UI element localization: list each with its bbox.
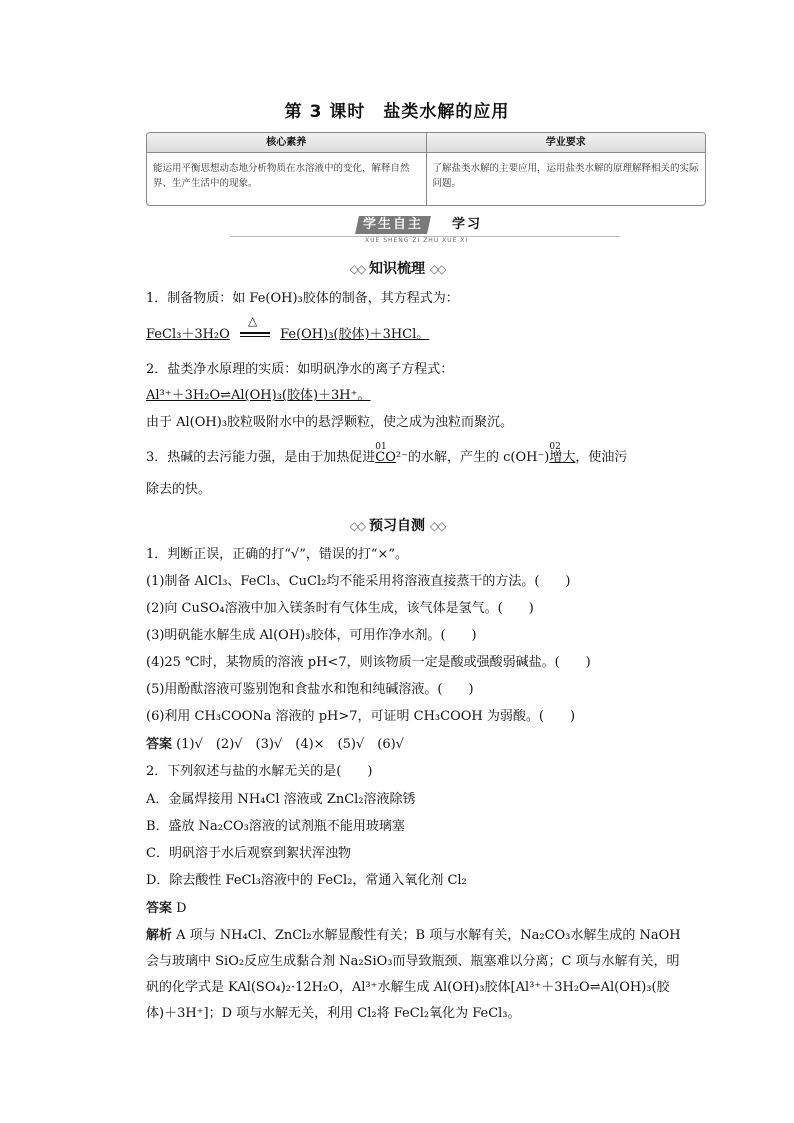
academic-requirements-column [426, 133, 706, 205]
section-heading-preview [0, 515, 794, 535]
section-heading-knowledge [0, 258, 794, 278]
right-diamond-ornament: ◇◇ [429, 262, 445, 276]
requirements-table [146, 132, 706, 206]
blank-1: 01 CO [375, 442, 396, 465]
question-2-option: C．明矾溶于水后观察到絮状浑浊物 [146, 846, 351, 861]
answer-text: (1)√ (2)√ (3)√ (4)× (5)√ (6)√ [176, 737, 404, 752]
question-1-item: (6)利用 CH₃COONa 溶液的 pH>7，可证明 CH₃COOH 为弱酸。( ) [146, 709, 576, 724]
equation-1-left: FeCl₃＋3H₂O [146, 327, 230, 342]
banner-pinyin: XUE SHENG ZI ZHU XUE XI [365, 237, 469, 244]
academic-requirements-text: 了解盐类水解的主要应用，运用盐类水解的原理解释相关的实际问题。 [432, 163, 699, 189]
explanation [146, 923, 681, 1027]
explanation-text: A 项与 NH₄Cl、ZnCl₂水解显酸性有关；B 项与水解有关，Na₂CO₃水解生成的 NaOH 会与玻璃中 SiO₂反应生成黏合剂 Na₂SiO₃而导致瓶颈、瓶塞难以分离；C 项与水解有关，明矾的化学式是 KAl(SO₄)₂·12H₂O，Al³⁺水解生成 Al(OH)₃胶体[Al³⁺＋3H₂O⇌Al(OH)₃(胶体)＋3H⁺]；D 项与水解无关，利用 Cl₂将 FeCl₂氧化为 FeCl₃。 [146, 928, 681, 1021]
question-2-option: D．除去酸性 FeCl₃溶液中的 FeCl₂，常通入氧化剂 Cl₂ [146, 873, 467, 888]
explanation-label: 解析 [146, 928, 173, 943]
left-diamond-ornament: ◇◇ [349, 262, 365, 276]
equation-1 [146, 314, 430, 344]
banner-box-text: 学生自主 [363, 217, 424, 232]
right-diamond-ornament: ◇◇ [429, 519, 445, 533]
question-2-option: B．盛放 Na₂CO₃溶液的试剂瓶不能用玻璃塞 [146, 819, 405, 834]
academic-requirements-header: 学业要求 [427, 133, 706, 153]
question-1-item: (1)制备 AlCl₃、FeCl₃、CuCl₂均不能采用将溶液直接蒸干的方法。( ) [146, 574, 571, 589]
question-1-item: (3)明矾能水解生成 Al(OH)₃胶体，可用作净水剂。( ) [146, 628, 477, 643]
paragraph-1: 1．制备物质：如 Fe(OH)₃胶体的制备，其方程式为： [146, 291, 459, 306]
page-title: 第 3 课时 盐类水解的应用 [284, 102, 510, 122]
question-1-item: (4)25 ℃时，某物质的溶液 pH<7，则该物质一定是酸或强酸弱碱盐。( ) [146, 655, 591, 670]
equation-2: Al³⁺＋3H₂O⇌Al(OH)₃(胶体)＋3H⁺。 [146, 388, 371, 403]
left-diamond-ornament: ◇◇ [349, 519, 365, 533]
banner-box [355, 216, 431, 234]
blank-2: 02 增大 [549, 442, 576, 465]
paragraph-2: 2．盐类净水原理的实质：如明矾净水的离子方程式： [146, 362, 454, 377]
equation-1-right: Fe(OH)₃(胶体)＋3HCl。 [280, 327, 430, 342]
question-1-item: (2)向 CuSO₄溶液中加入镁条时有气体生成，该气体是氢气。( ) [146, 601, 534, 616]
heating-equal-sign [238, 314, 272, 344]
answer-1 [146, 736, 404, 754]
core-literacy-text: 能运用平衡思想动态地分析物质在水溶液中的变化，解释自然界、生产生活中的现象。 [153, 163, 410, 189]
banner-tail: 学习 [452, 217, 483, 232]
answer-text: D [176, 901, 187, 916]
self-study-banner [230, 216, 620, 244]
paragraph-2b: 由于 Al(OH)₃胶粒吸附水中的悬浮颗粒，使之成为浊粒而聚沉。 [146, 415, 514, 430]
question-2-title: 2．下列叙述与盐的水解无关的是( ) [146, 764, 373, 779]
question-2-option: A．金属焊接用 NH₄Cl 溶液或 ZnCl₂溶液除锈 [146, 792, 416, 807]
section-title: 知识梳理 [369, 261, 425, 277]
answer-2 [146, 900, 187, 918]
question-1-title: 1．判断正误，正确的打“√”，错误的打“×”。 [146, 547, 409, 562]
question-1-item: (5)用酚酞溶液可鉴别饱和食盐水和饱和纯碱溶液。( ) [146, 682, 474, 697]
core-literacy-column [147, 133, 426, 205]
section-title: 预习自测 [369, 518, 425, 534]
paragraph-3-cont: 除去的快。 [146, 482, 212, 497]
answer-label: 答案 [146, 901, 173, 916]
answer-label: 答案 [146, 737, 173, 752]
paragraph-3: 3．热碱的去污能力强，是由于加热促进 01 CO²⁻的水解，产生的 c(OH⁻) 02 增大，使油污 [146, 442, 628, 465]
core-literacy-header: 核心素养 [147, 133, 426, 153]
heat-triangle-icon: △ [247, 314, 258, 328]
